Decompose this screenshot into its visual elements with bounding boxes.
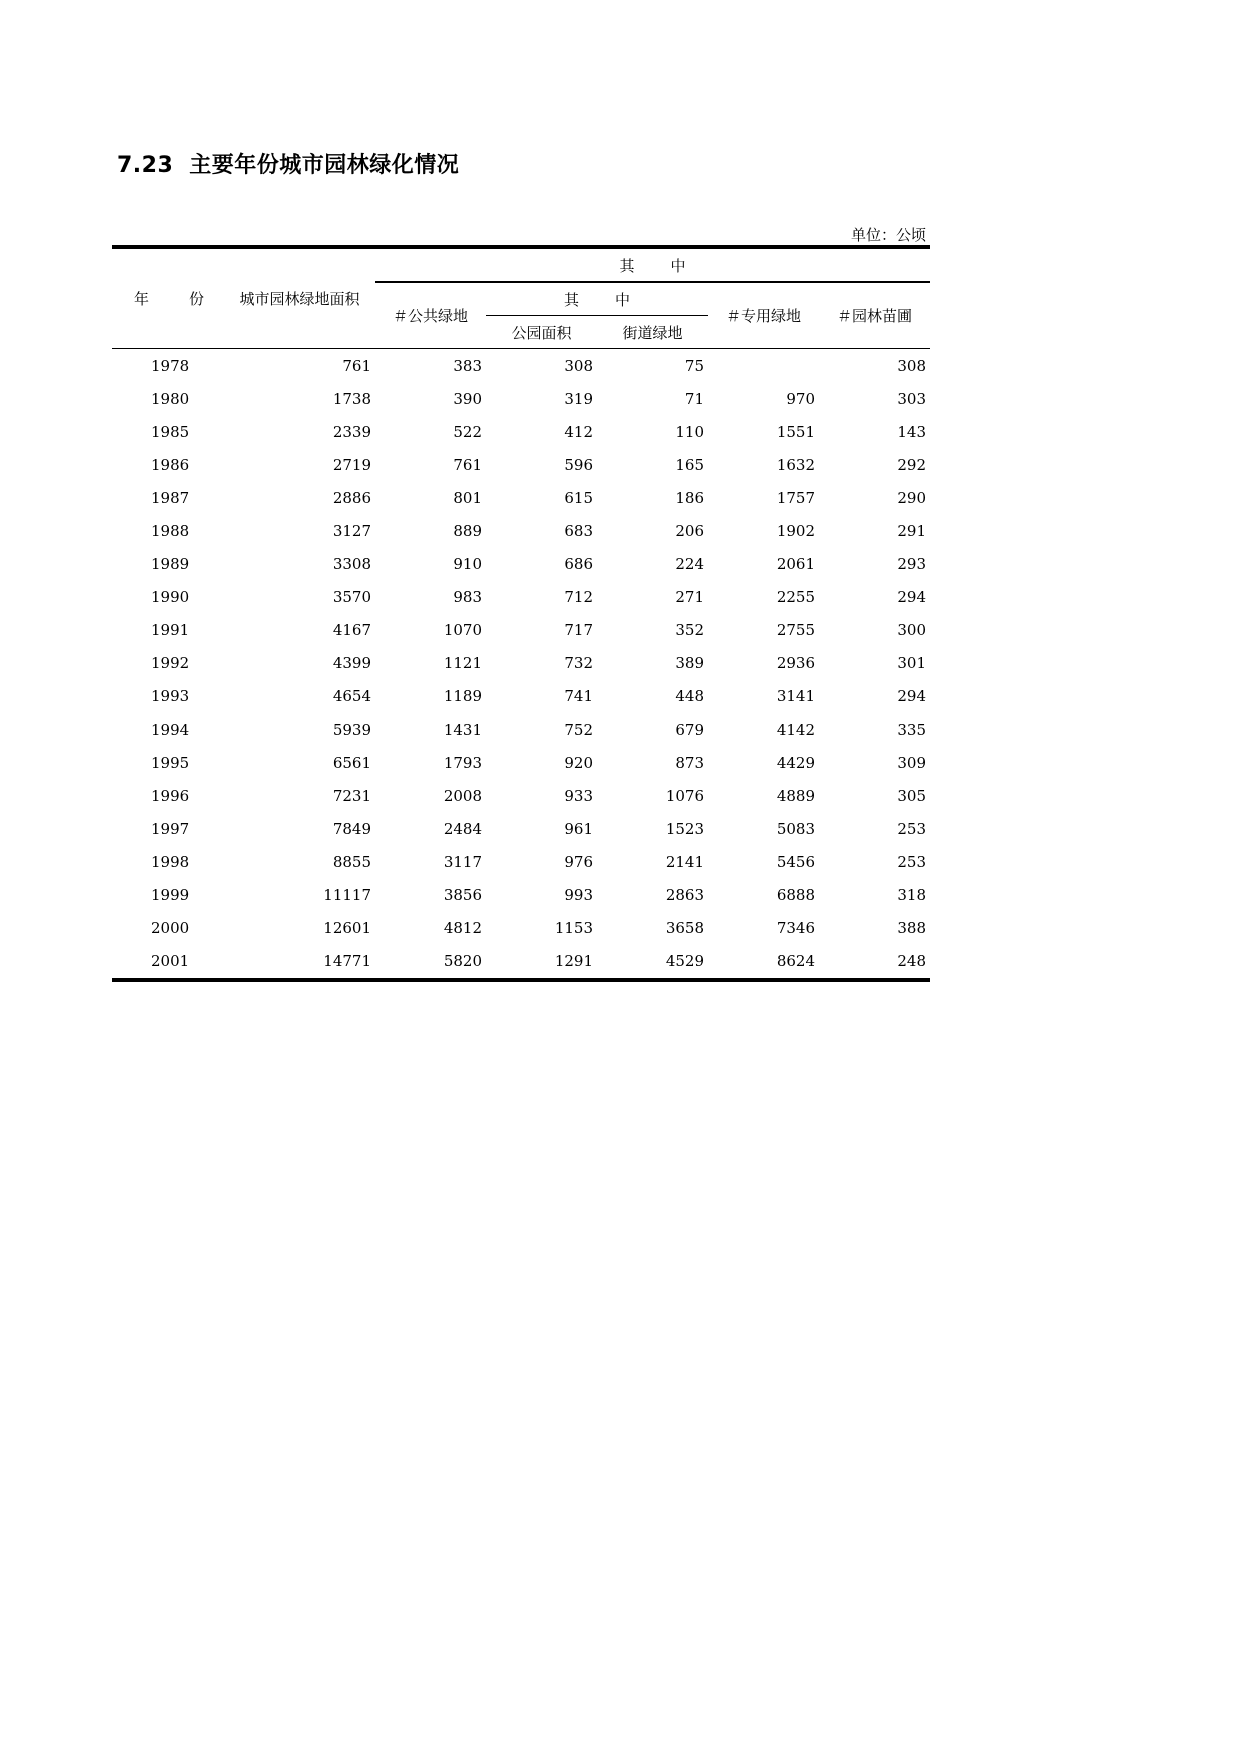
header-total-area: 城市园林绿地面积 [224, 247, 375, 349]
cell-nursery: 294 [897, 687, 927, 706]
header-of-which: 其 中 [375, 247, 930, 282]
unit-label: 单位：公顷 [850, 226, 926, 244]
table-row [112, 879, 930, 912]
cell-special: 2936 [776, 654, 815, 673]
cell-special: 2061 [776, 555, 815, 574]
cell-park: 920 [564, 753, 593, 772]
cell-special: 4429 [776, 753, 815, 772]
cell-nursery: 303 [897, 389, 927, 408]
cell-street: 271 [675, 588, 704, 607]
cell-street: 679 [675, 720, 704, 739]
table-title-text: 主要年份城市园林绿化情况 [189, 153, 460, 178]
cell-street: 448 [675, 687, 704, 706]
cell-nursery: 305 [897, 786, 927, 805]
table-row [112, 448, 930, 481]
cell-total: 2339 [332, 422, 371, 441]
table-row [112, 548, 930, 581]
table-row [112, 912, 930, 945]
cell-year: 1994 [151, 720, 190, 739]
cell-nursery: 294 [897, 588, 927, 607]
cell-special [708, 349, 819, 383]
cell-total: 4654 [332, 687, 371, 706]
cell-park: 1291 [486, 945, 597, 980]
cell-year: 1989 [151, 555, 190, 574]
header-park-area: 公园面积 [486, 316, 597, 349]
cell-special: 6888 [776, 886, 815, 905]
cell-total: 6561 [332, 753, 371, 772]
cell-public: 889 [453, 522, 482, 541]
cell-total: 2719 [332, 455, 371, 474]
table-row [112, 382, 930, 415]
cell-nursery: 292 [897, 455, 927, 474]
header-special-green: ＃专用绿地 [708, 282, 819, 349]
cell-total: 3308 [332, 555, 371, 574]
cell-park: 308 [564, 356, 593, 375]
cell-public: 1121 [443, 654, 482, 673]
cell-public: 801 [453, 488, 482, 507]
cell-year: 1996 [151, 786, 190, 805]
table-row [112, 845, 930, 878]
cell-year: 1992 [151, 654, 190, 673]
cell-total: 3570 [332, 588, 371, 607]
cell-nursery: 309 [897, 753, 927, 772]
cell-year: 1991 [151, 621, 190, 640]
table-body [112, 349, 930, 980]
cell-nursery: 248 [819, 945, 930, 980]
table-row [112, 415, 930, 448]
cell-total: 4167 [332, 621, 371, 640]
cell-park: 712 [564, 588, 593, 607]
cell-public: 1793 [443, 753, 482, 772]
cell-nursery: 388 [897, 919, 927, 938]
header-nursery: ＃园林苗圃 [819, 282, 930, 349]
cell-special: 1632 [776, 455, 815, 474]
cell-public: 3117 [443, 852, 482, 871]
cell-street: 110 [675, 422, 704, 441]
cell-year: 1988 [151, 522, 190, 541]
cell-public: 2484 [443, 819, 482, 838]
cell-nursery: 300 [897, 621, 927, 640]
cell-street: 186 [675, 488, 704, 507]
table-row [112, 680, 930, 713]
header-year: 年 份 [112, 247, 224, 349]
cell-park: 741 [564, 687, 593, 706]
cell-street: 352 [675, 621, 704, 640]
cell-nursery: 318 [897, 886, 927, 905]
cell-nursery: 335 [897, 720, 927, 739]
cell-park: 933 [564, 786, 593, 805]
cell-nursery: 291 [897, 522, 927, 541]
cell-year: 1990 [151, 588, 190, 607]
cell-nursery: 293 [897, 555, 927, 574]
cell-year: 2001 [112, 945, 224, 980]
cell-year: 1995 [151, 753, 190, 772]
cell-public: 910 [453, 555, 482, 574]
cell-special: 2255 [776, 588, 815, 607]
cell-year: 1986 [151, 455, 190, 474]
cell-special: 8624 [708, 945, 819, 980]
table-row [112, 514, 930, 547]
table-row [112, 812, 930, 845]
cell-street: 75 [684, 356, 704, 375]
table-row [112, 614, 930, 647]
cell-street: 1076 [665, 786, 704, 805]
cell-year: 1998 [151, 852, 190, 871]
cell-street: 71 [684, 389, 704, 408]
cell-park: 683 [564, 522, 593, 541]
cell-public: 1070 [443, 621, 482, 640]
cell-public: 761 [453, 455, 482, 474]
cell-public: 1189 [443, 687, 482, 706]
cell-public: 383 [453, 356, 482, 375]
cell-public: 983 [453, 588, 482, 607]
cell-year: 1985 [151, 422, 190, 441]
cell-special: 4889 [776, 786, 815, 805]
cell-street: 3658 [665, 919, 704, 938]
cell-nursery: 143 [897, 422, 927, 441]
table-row [112, 647, 930, 680]
cell-special: 1551 [776, 422, 815, 441]
table-row [112, 481, 930, 514]
page-title [117, 148, 459, 179]
cell-special: 5083 [776, 819, 815, 838]
cell-public: 1431 [443, 720, 482, 739]
header-sub-of-which: 其 中 [486, 282, 708, 316]
cell-special: 7346 [776, 919, 815, 938]
cell-street: 165 [675, 455, 704, 474]
cell-park: 412 [564, 422, 593, 441]
cell-year: 1999 [151, 886, 190, 905]
cell-public: 2008 [443, 786, 482, 805]
cell-park: 319 [564, 389, 593, 408]
table-header [112, 247, 930, 349]
cell-total: 5939 [332, 720, 371, 739]
cell-park: 732 [564, 654, 593, 673]
cell-total: 8855 [332, 852, 371, 871]
cell-park: 961 [564, 819, 593, 838]
table-row [112, 581, 930, 614]
cell-public: 5820 [375, 945, 486, 980]
cell-special: 2755 [776, 621, 815, 640]
cell-park: 752 [564, 720, 593, 739]
header-street-green: 街道绿地 [597, 316, 708, 349]
cell-year: 2000 [151, 919, 190, 938]
cell-street: 2863 [665, 886, 704, 905]
cell-nursery: 253 [897, 852, 927, 871]
cell-street: 2141 [665, 852, 704, 871]
cell-total: 11117 [323, 886, 371, 905]
cell-park: 993 [564, 886, 593, 905]
cell-special: 1757 [776, 488, 815, 507]
cell-street: 224 [675, 555, 704, 574]
cell-year: 1993 [151, 687, 190, 706]
cell-year: 1987 [151, 488, 190, 507]
table-number: 7.23 [117, 153, 174, 178]
table-row [112, 713, 930, 746]
cell-total: 7849 [332, 819, 371, 838]
cell-public: 4812 [443, 919, 482, 938]
cell-public: 522 [453, 422, 482, 441]
table-row [112, 746, 930, 779]
cell-street: 873 [675, 753, 704, 772]
cell-year: 1980 [151, 389, 190, 408]
cell-park: 717 [564, 621, 593, 640]
cell-total: 2886 [332, 488, 371, 507]
cell-public: 390 [453, 389, 482, 408]
table-row [112, 349, 930, 383]
cell-street: 4529 [597, 945, 708, 980]
cell-special: 4142 [776, 720, 815, 739]
greening-table [112, 245, 930, 982]
cell-total: 7231 [332, 786, 371, 805]
cell-park: 686 [564, 555, 593, 574]
header-public-green: ＃公共绿地 [375, 282, 486, 349]
cell-special: 970 [786, 389, 815, 408]
cell-nursery: 301 [897, 654, 927, 673]
cell-year: 1997 [151, 819, 190, 838]
cell-total: 14771 [224, 945, 375, 980]
cell-public: 3856 [443, 886, 482, 905]
cell-total: 3127 [332, 522, 371, 541]
cell-street: 206 [675, 522, 704, 541]
cell-nursery: 290 [897, 488, 927, 507]
cell-total: 4399 [332, 654, 371, 673]
data-table-container [112, 245, 930, 982]
cell-total: 12601 [323, 919, 371, 938]
cell-street: 389 [675, 654, 704, 673]
table-row [112, 945, 930, 980]
cell-special: 5456 [776, 852, 815, 871]
cell-total: 761 [342, 356, 371, 375]
cell-total: 1738 [332, 389, 371, 408]
cell-park: 1153 [554, 919, 593, 938]
table-row [112, 779, 930, 812]
cell-park: 615 [564, 488, 593, 507]
cell-special: 1902 [776, 522, 815, 541]
cell-nursery: 308 [897, 356, 927, 375]
cell-special: 3141 [776, 687, 815, 706]
cell-nursery: 253 [897, 819, 927, 838]
cell-park: 976 [564, 852, 593, 871]
cell-park: 596 [564, 455, 593, 474]
cell-year: 1978 [151, 356, 190, 375]
cell-street: 1523 [665, 819, 704, 838]
